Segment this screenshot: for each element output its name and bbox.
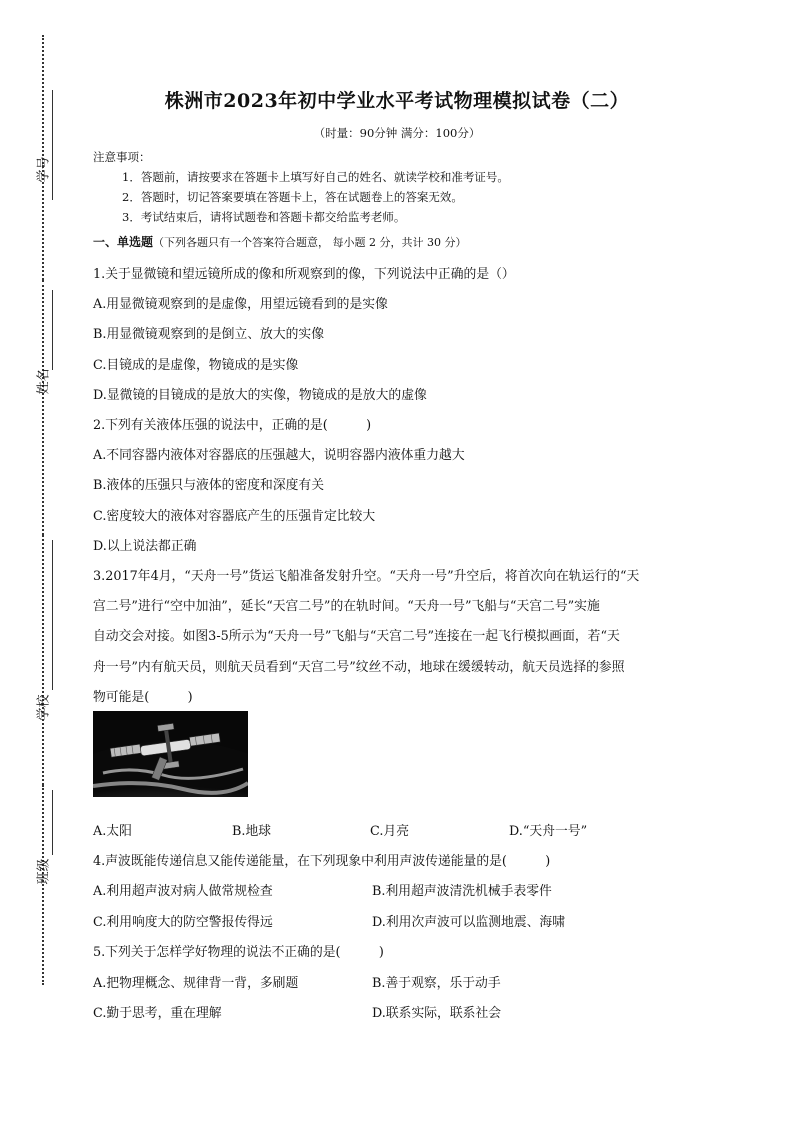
binding-dotted-line	[42, 280, 44, 535]
question-3-line: 宫二号”进行“空中加油”，延长“天宫二号”的在轨时间。“天舟一号”飞船与“天宫二号”实施	[93, 599, 600, 614]
question-1-option-c: C.目镜成的是虚像，物镜成的是实像	[93, 358, 299, 373]
question-1-option-a: A.用显微镜观察到的是虚像，用望远镜看到的是实像	[93, 297, 388, 312]
question-4-option-c: C.利用响度大的防空警报传得远	[93, 915, 273, 930]
question-3-line: 自动交会对接。如图3-5所示为“天舟一号”飞船与“天宫二号”连接在一起飞行模拟画面，若“天	[93, 629, 620, 644]
note-item: 1．答题前，请按要求在答题卡上填写好自己的姓名、就读学校和准考证号。	[122, 170, 509, 184]
school-label: 学校	[36, 694, 52, 721]
question-4-option-a: A.利用超声波对病人做常规检查	[93, 884, 273, 899]
notes-heading: 注意事项：	[93, 150, 151, 164]
binding-margin	[0, 0, 80, 1123]
question-5-option-c: C.勤于思考，重在理解	[93, 1006, 222, 1021]
question-5-option-a: A.把物理概念、规律背一背，多刷题	[93, 976, 299, 991]
question-5-stem: 5.下列关于怎样学好物理的说法不正确的是( )	[93, 945, 384, 960]
question-3-option-d: D.“天舟一号”	[509, 824, 588, 839]
section-title: 一、单选题	[93, 235, 154, 249]
class-blank	[52, 790, 53, 855]
note-item: 3．考试结束后，请将试题卷和答题卡都交给监考老师。	[122, 210, 406, 224]
binding-dotted-line	[42, 535, 44, 785]
section-subtitle: （下列各题只有一个答案符合题意， 每小题 2 分，共计 30 分）	[153, 236, 467, 249]
question-3-line: 舟一号”内有航天员，则航天员看到“天宫二号”纹丝不动，地球在缓缓转动，航天员选择的参照	[93, 660, 625, 675]
question-2-option-c: C.密度较大的液体对容器底产生的压强肯定比较大	[93, 509, 376, 524]
question-1-stem: 1.关于显微镜和望远镜所成的像和所观察到的像，下列说法中正确的是（）	[93, 267, 515, 282]
question-4-stem: 4.声波既能传递信息又能传递能量，在下列现象中利用声波传递能量的是( )	[93, 854, 551, 869]
question-4-option-b: B.利用超声波清洗机械手表零件	[372, 884, 552, 899]
name-label: 姓名	[36, 368, 52, 395]
question-2-option-d: D.以上说法都正确	[93, 539, 197, 554]
name-blank	[52, 290, 53, 370]
question-2-option-b: B.液体的压强只与液体的密度和深度有关	[93, 478, 325, 493]
note-item: 2．答题时，切记答案要填在答题卡上，答在试题卷上的答案无效。	[122, 190, 463, 204]
exam-timing: （时量：90分钟 满分：100分）	[313, 126, 481, 140]
class-label: 班级	[36, 858, 52, 885]
section-heading	[93, 233, 467, 250]
question-1-option-d: D.显微镜的目镜成的是放大的实像，物镜成的是放大的虚像	[93, 388, 427, 403]
question-3-option-b: B.地球	[232, 824, 272, 839]
page-title: 株洲市2023年初中学业水平考试物理模拟试卷（二）	[164, 90, 630, 112]
question-1-option-b: B.用显微镜观察到的是倒立、放大的实像	[93, 327, 325, 342]
question-3-line: 3.2017年4月，“天舟一号”货运飞船准备发射升空。“天舟一号”升空后，将首次向在轨运行的“天	[93, 569, 640, 584]
school-blank	[52, 540, 53, 690]
space-station-illustration	[93, 711, 248, 797]
student-id-label: 学号	[36, 156, 52, 183]
question-3-option-a: A.太阳	[93, 824, 132, 839]
question-5-option-d: D.联系实际，联系社会	[372, 1006, 502, 1021]
space-station-photo	[93, 711, 248, 797]
question-3-option-c: C.月亮	[370, 824, 409, 839]
question-5-option-b: B.善于观察，乐于动手	[372, 976, 501, 991]
question-2-stem: 2.下列有关液体压强的说法中，正确的是( )	[93, 418, 372, 433]
question-4-option-d: D.利用次声波可以监测地震、海啸	[372, 915, 566, 930]
question-2-option-a: A.不同容器内液体对容器底的压强越大，说明容器内液体重力越大	[93, 448, 465, 463]
question-3-line: 物可能是( )	[93, 690, 193, 705]
